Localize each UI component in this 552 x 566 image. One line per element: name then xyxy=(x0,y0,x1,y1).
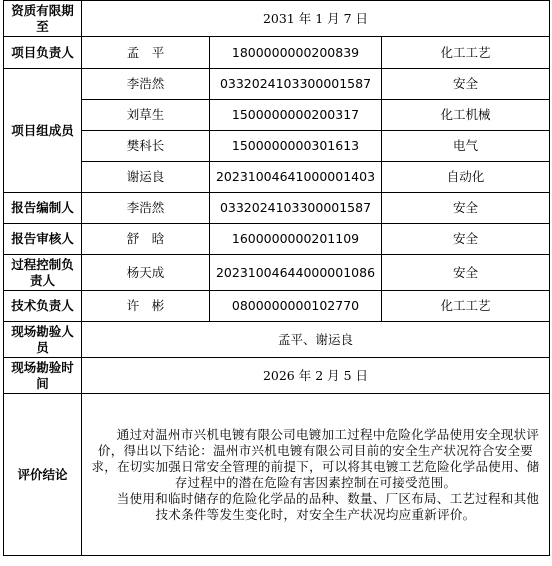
site-date-label: 现场勘验时间 xyxy=(4,358,82,394)
member-name: 刘草生 xyxy=(82,100,210,131)
reviewer-name: 舒 晗 xyxy=(82,224,210,255)
member-name: 樊科长 xyxy=(82,131,210,162)
process-control-row xyxy=(4,255,550,291)
site-date-row xyxy=(4,358,550,394)
conclusion-label: 评价结论 xyxy=(4,394,82,556)
member-row xyxy=(4,69,550,100)
technical-name: 许 彬 xyxy=(82,291,210,322)
conclusion-row xyxy=(4,394,550,556)
member-row xyxy=(4,131,550,162)
validity-label: 资质有限期至 xyxy=(4,1,82,37)
leader-name: 孟 平 xyxy=(82,37,210,69)
member-row xyxy=(4,162,550,193)
process-control-cert: 20231004644000001086 xyxy=(210,255,382,291)
member-spec: 化工机械 xyxy=(382,100,550,131)
site-date-value: 2026 年 2 月 5 日 xyxy=(82,358,550,394)
technical-row xyxy=(4,291,550,322)
member-spec: 安全 xyxy=(382,69,550,100)
compiler-spec: 安全 xyxy=(382,193,550,224)
validity-value: 2031 年 1 月 7 日 xyxy=(82,1,550,37)
leader-label: 项目负责人 xyxy=(4,37,82,69)
site-inspectors-row xyxy=(4,322,550,358)
member-spec: 自动化 xyxy=(382,162,550,193)
member-row xyxy=(4,100,550,131)
conclusion-paragraph: 通过对温州市兴机电镀有限公司电镀加工过程中危险化学品使用安全现状评价，得出以下结论：温州市兴机电镀有限公司目前的安全生产状况符合安全要求，在切实加强日常安全管理的前提下，可以将其电镀工艺危险化学品使用、储存过程中的潜在危险有害因素控制在可接受范围。 xyxy=(91,426,540,490)
reviewer-cert: 1600000000201109 xyxy=(210,224,382,255)
reviewer-label: 报告审核人 xyxy=(4,224,82,255)
conclusion-text xyxy=(82,394,550,556)
reviewer-spec: 安全 xyxy=(382,224,550,255)
evaluation-info-table xyxy=(3,0,550,556)
member-cert: 20231004641000001403 xyxy=(210,162,382,193)
compiler-row xyxy=(4,193,550,224)
leader-row xyxy=(4,37,550,69)
conclusion-paragraph: 当使用和临时储存的危险化学品的品种、数量、厂区布局、工艺过程和其他技术条件等发生变化时，对安全生产状况均应重新评价。 xyxy=(116,490,540,522)
technical-label: 技术负责人 xyxy=(4,291,82,322)
compiler-name: 李浩然 xyxy=(82,193,210,224)
leader-cert: 1800000000200839 xyxy=(210,37,382,69)
member-name: 谢运良 xyxy=(82,162,210,193)
process-control-name: 杨天成 xyxy=(82,255,210,291)
reviewer-row xyxy=(4,224,550,255)
site-inspectors-value: 孟平、谢运良 xyxy=(82,322,550,358)
technical-spec: 化工工艺 xyxy=(382,291,550,322)
compiler-label: 报告编制人 xyxy=(4,193,82,224)
member-cert: 1500000000301613 xyxy=(210,131,382,162)
validity-row xyxy=(4,1,550,37)
members-label: 项目组成员 xyxy=(4,69,82,193)
compiler-cert: 0332024103300001587 xyxy=(210,193,382,224)
process-control-spec: 安全 xyxy=(382,255,550,291)
process-control-label: 过程控制负责人 xyxy=(4,255,82,291)
technical-cert: 0800000000102770 xyxy=(210,291,382,322)
member-name: 李浩然 xyxy=(82,69,210,100)
member-cert: 1500000000200317 xyxy=(210,100,382,131)
leader-spec: 化工工艺 xyxy=(382,37,550,69)
member-spec: 电气 xyxy=(382,131,550,162)
site-inspectors-label: 现场勘验人员 xyxy=(4,322,82,358)
member-cert: 0332024103300001587 xyxy=(210,69,382,100)
